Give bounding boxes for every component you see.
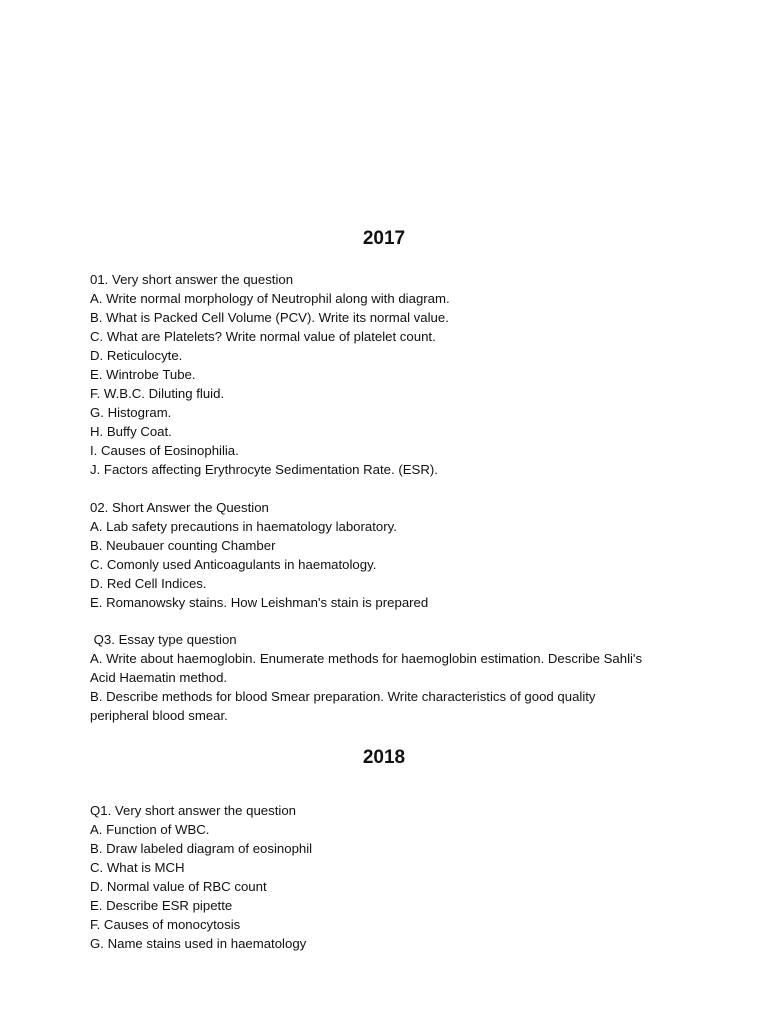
section-2017-q2 [90,498,690,612]
question-item: E. Describe ESR pipette [90,898,233,913]
year-heading-2018: 2018 [362,747,406,768]
section-2017-q1 [90,270,690,479]
section-heading: 02. Short Answer the Question [90,500,269,515]
question-item: J. Factors affecting Erythrocyte Sedimentation Rate. (ESR). [90,462,438,477]
question-item: E. Romanowsky stains. How Leishman's stain is prepared [90,595,429,610]
question-item: B. Draw labeled diagram of eosinophil [90,841,313,856]
question-item: C. What is MCH [90,860,185,875]
question-item: G. Name stains used in haematology [90,936,307,951]
question-item: C. Comonly used Anticoagulants in haematology. [90,557,377,572]
question-item: B. What is Packed Cell Volume (PCV). Write its normal value. [90,310,449,325]
question-item: I. Causes of Eosinophilia. [90,443,239,458]
question-item: D. Red Cell Indices. [90,576,207,591]
section-2018-q1 [90,801,690,953]
question-item: F. W.B.C. Diluting fluid. [90,386,225,401]
question-item: A. Function of WBC. [90,822,210,837]
section-heading: Q3. Essay type question [90,632,237,647]
question-item: A. Write about haemoglobin. Enumerate methods for haemoglobin estimation. Describe Sahli's [90,651,643,666]
question-item: F. Causes of monocytosis [90,917,241,932]
question-item: B. Neubauer counting Chamber [90,538,276,553]
year-heading-2017: 2017 [362,228,406,249]
question-item: D. Reticulocyte. [90,348,183,363]
question-item-continuation: Acid Haematin method. [90,670,228,685]
question-item: B. Describe methods for blood Smear preparation. Write characteristics of good quality [90,689,596,704]
question-item: A. Lab safety precautions in haematology laboratory. [90,519,397,534]
section-heading: Q1. Very short answer the question [90,803,296,818]
question-item: D. Normal value of RBC count [90,879,267,894]
section-2017-q3 [90,630,690,725]
question-item: C. What are Platelets? Write normal value of platelet count. [90,329,436,344]
section-heading: 01. Very short answer the question [90,272,294,287]
question-item-continuation: peripheral blood smear. [90,708,228,723]
question-item: G. Histogram. [90,405,172,420]
question-item: H. Buffy Coat. [90,424,172,439]
question-item: E. Wintrobe Tube. [90,367,196,382]
question-item: A. Write normal morphology of Neutrophil along with diagram. [90,291,450,306]
